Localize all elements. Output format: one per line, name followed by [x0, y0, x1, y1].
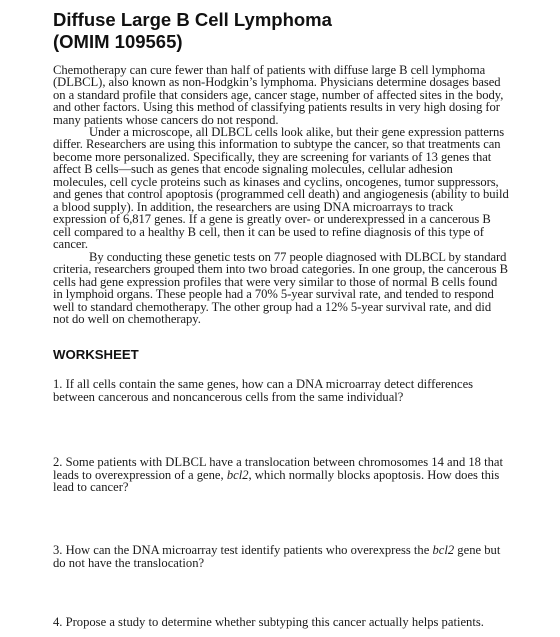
paragraph-1: Chemotherapy can cure fewer than half of patients with diffuse large B cell lymphoma (DLBCL), also known as non-Hodgkin’s lymphoma. Physicians determine dosages based on a standard profile that considers age, cancer stage, number of affected sites in the body, and other factors. Using this method of classifying patients results in very high dosing for many patients whose cancers do not respond. — [53, 63, 504, 127]
question-2-gene: bcl2 — [226, 467, 249, 482]
question-3-text-start: 3. How can the DNA microarray test identify patients who overexpress the — [53, 543, 433, 557]
worksheet-heading: WORKSHEET — [53, 347, 139, 362]
title-line-1: Diffuse Large B Cell Lymphoma — [53, 9, 332, 30]
question-3-gene: bcl2 — [432, 543, 455, 557]
paragraph-2: Under a microscope, all DLBCL cells look alike, but their gene expression patterns differ. Researchers are using this information to subtype the cancer, so that treatments can become more personalized. Specifically, they are screening for variants of 13 genes that affect B cells—such as genes that encode signaling molecules, cellular adhesion molecules, cell cycle proteins such as kinases and cyclins, oncogenes, tumor suppressors, and genes that control apoptosis (programmed cell death) and angiogenesis (ability to build a blood supply). In addition, the researchers are using DNA microarrays to track expression of 6,817 genes. If a gene is greatly over- or underexpressed in a cancerous B cell compared to a healthy B cell, then it can be used to refine diagnosis of this type of cancer. — [53, 125, 509, 252]
question-2-text-start: 2. Some patients with DLBCL have a translocation between chromosomes 14 and 18 that leads to overexpression of a gene, — [53, 455, 504, 482]
question-3-text-end: gene but do not have the translocation? — [53, 543, 501, 570]
document-title — [53, 9, 332, 53]
title-line-2: (OMIM 109565) — [53, 31, 183, 52]
question-4: 4. Propose a study to determine whether subtyping this cancer actually helps patients. — [53, 615, 484, 629]
question-2-text-end: , which normally blocks apoptosis. How does this lead to cancer? — [53, 467, 500, 495]
question-2 — [53, 456, 513, 494]
paragraph-3: By conducting these genetic tests on 77 people diagnosed with DLBCL by standard criteria, researchers grouped them into two broad categories. In one group, the cancerous B cells had gene expression profiles that were very similar to those of normal B cells found in lymphoid organs. These people had a 70% 5-year survival rate, and tended to respond well to standard chemotherapy. The other group had a 12% 5-year survival rate, and did not do well on chemotherapy. — [53, 250, 508, 327]
question-1: 1. If all cells contain the same genes, how can a DNA microarray detect differences between cancerous and noncancerous cells from the same individual? — [53, 377, 474, 404]
question-3 — [53, 544, 513, 569]
